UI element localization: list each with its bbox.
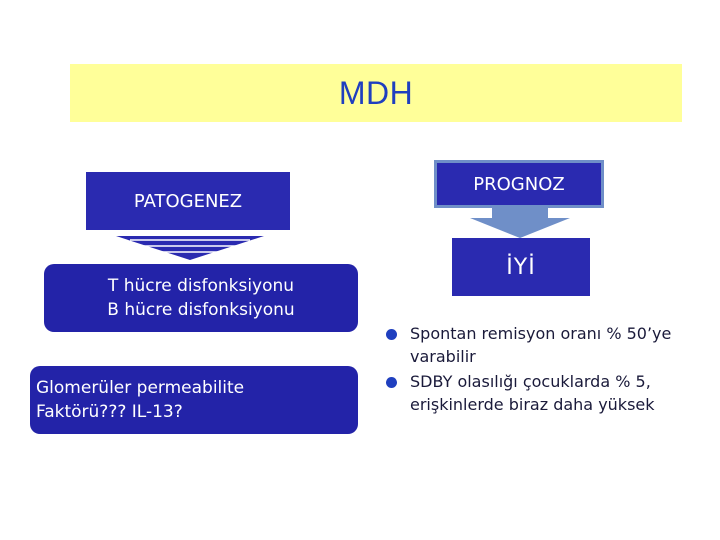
prognosis-bullet-list xyxy=(384,322,704,418)
pathogenesis-down-arrow xyxy=(116,236,264,260)
list-item xyxy=(384,322,704,368)
t-cell-dysfunction: T hücre disfonksiyonu xyxy=(107,276,295,296)
permeability-factor-line-2: Faktörü??? IL-13? xyxy=(36,402,183,422)
list-item xyxy=(384,370,704,416)
esrd-risk-text: SDBY olasılığı çocuklarda % 5, erişkinlerde biraz daha yüksek xyxy=(410,372,655,414)
cell-dysfunction-box xyxy=(44,264,358,332)
pathogenesis-label: PATOGENEZ xyxy=(133,190,243,212)
permeability-factor-box xyxy=(30,366,358,434)
prognosis-label: PROGNOZ xyxy=(473,173,565,195)
outcome-box xyxy=(452,238,590,296)
bullet-dot-icon xyxy=(386,329,397,340)
permeability-factor-line-1: Glomerüler permeabilite xyxy=(36,378,245,398)
pathogenesis-box xyxy=(86,172,290,230)
outcome-label: İYİ xyxy=(506,254,536,280)
prognosis-box xyxy=(434,160,604,208)
title-banner xyxy=(70,64,682,122)
prognosis-down-arrow xyxy=(470,208,570,238)
slide-title: MDH xyxy=(338,74,414,111)
remission-rate-text: Spontan remisyon oranı % 50’ye varabilir xyxy=(410,324,672,366)
b-cell-dysfunction: B hücre disfonksiyonu xyxy=(107,300,295,320)
bullet-dot-icon xyxy=(386,377,397,388)
